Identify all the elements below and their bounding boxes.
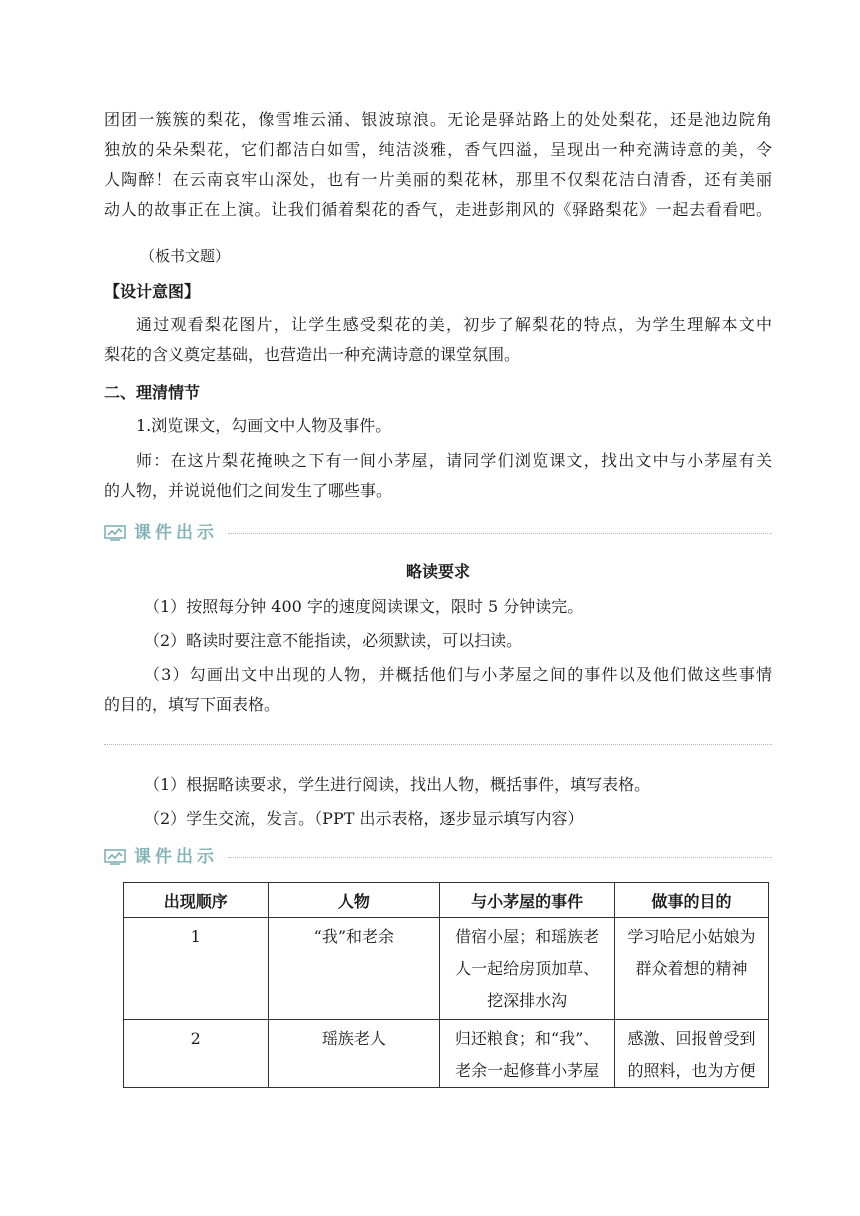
courseware-header bbox=[104, 846, 772, 868]
intro-line: 独放的朵朵梨花，它们都洁白如雪，纯洁淡雅，香气四溢，呈现出一种充满诗意的美，令 bbox=[104, 140, 772, 159]
teacher-line: 师：在这片梨花掩映之下有一间小茅屋，请同学们浏览课文，找出文中与小茅屋有关 bbox=[136, 451, 772, 470]
cell-line: 群众着想的精神 bbox=[635, 959, 748, 978]
column-header: 与小茅屋的事件 bbox=[440, 883, 615, 918]
cell-line: 借宿小屋；和瑶族老 bbox=[455, 927, 600, 946]
requirement-2: （2）略读时要注意不能指读，必须默读，可以扫读。 bbox=[144, 631, 523, 650]
teacher-paragraph bbox=[104, 446, 772, 506]
cell-line: 人一起给房顶加草、 bbox=[455, 959, 600, 978]
table-cell-person: 瑶族老人 bbox=[268, 1020, 440, 1088]
table-cell-order: 1 bbox=[124, 918, 269, 1020]
section-heading: 二、理清情节 bbox=[104, 383, 201, 402]
table-cell-purpose bbox=[615, 1020, 769, 1088]
dotted-divider bbox=[228, 857, 772, 858]
requirement-3-line: （3）勾画出文中出现的人物，并概括他们与小茅屋之间的事件以及他们做这些事情 bbox=[144, 665, 772, 684]
cell-line: 感激、回报曾受到 bbox=[627, 1029, 756, 1048]
intro-line: 动人的故事正在上演。让我们循着梨花的香气，走进彭荆风的《驿路梨花》一起去看看吧。 bbox=[104, 200, 772, 219]
table-cell-event bbox=[440, 1020, 615, 1088]
table-cell-order: 2 bbox=[124, 1020, 269, 1088]
intro-line: 人陶醉！在云南哀牢山深处，也有一片美丽的梨花林，那里不仅梨花洁白清香，还有美丽 bbox=[104, 170, 772, 189]
dotted-divider bbox=[228, 533, 772, 534]
design-intent-heading: 【设计意图】 bbox=[104, 282, 201, 301]
table-row bbox=[124, 918, 769, 1020]
column-header: 人物 bbox=[268, 883, 440, 918]
design-intent-paragraph bbox=[104, 310, 772, 370]
design-line: 梨花的含义奠定基础，也营造出一种充满诗意的课堂氛围。 bbox=[104, 345, 521, 364]
teacher-line: 的人物，并说说他们之间发生了哪些事。 bbox=[104, 481, 393, 500]
column-header: 做事的目的 bbox=[615, 883, 769, 918]
presentation-board-icon bbox=[104, 525, 126, 541]
table-cell-purpose bbox=[615, 918, 769, 1020]
table-header-row bbox=[124, 883, 769, 918]
cell-line: 的照料，也为方便 bbox=[627, 1061, 756, 1080]
table-cell-event bbox=[440, 918, 615, 1020]
reading-requirements-title: 略读要求 bbox=[405, 562, 470, 581]
dotted-divider bbox=[104, 744, 772, 745]
column-header: 出现顺序 bbox=[124, 883, 269, 918]
character-event-table bbox=[123, 882, 769, 1088]
cell-line: 老余一起修葺小茅屋 bbox=[455, 1061, 600, 1080]
courseware-label: 课件出示 bbox=[134, 847, 218, 867]
student-step-2: （2）学生交流，发言。（PPT 出示表格，逐步显示填写内容） bbox=[144, 809, 584, 828]
intro-paragraph bbox=[104, 105, 772, 225]
step-1: 1.浏览课文，勾画文中人物及事件。 bbox=[136, 416, 392, 435]
requirement-3-line: 的目的，填写下面表格。 bbox=[104, 695, 281, 714]
table-row bbox=[124, 1020, 769, 1088]
cell-line: 学习哈尼小姑娘为 bbox=[627, 927, 756, 946]
courseware-label: 课件出示 bbox=[134, 523, 218, 543]
cell-line: 归还粮食；和“我”、 bbox=[454, 1029, 600, 1048]
board-note: （板书文题） bbox=[140, 247, 231, 265]
student-step-1: （1）根据略读要求，学生进行阅读，找出人物，概括事件，填写表格。 bbox=[144, 775, 651, 794]
design-line: 通过观看梨花图片，让学生感受梨花的美，初步了解梨花的特点，为学生理解本文中 bbox=[136, 315, 772, 334]
courseware-header bbox=[104, 522, 772, 544]
requirement-3 bbox=[104, 660, 772, 720]
intro-line: 团团一簇簇的梨花，像雪堆云涌、银波琼浪。无论是驿站路上的处处梨花，还是池边院角 bbox=[104, 110, 772, 129]
cell-line: 挖深排水沟 bbox=[487, 991, 568, 1010]
table-cell-person: “我”和老余 bbox=[268, 918, 440, 1020]
presentation-board-icon bbox=[104, 849, 126, 865]
requirement-1: （1）按照每分钟 400 字的速度阅读课文，限时 5 分钟读完。 bbox=[144, 597, 584, 616]
